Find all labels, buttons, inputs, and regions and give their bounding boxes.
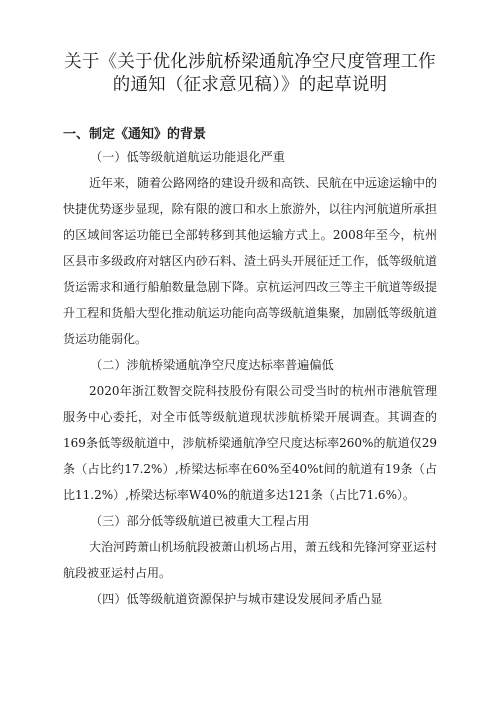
document-title: [63, 0, 437, 97]
subsection-1-paragraph: 近年来，随着公路网络的建设升级和高铁、民航在中远途运输中的快捷优势逐步显现，除有限的渡口和水上旅游外，以往内河航道所承担的区域间客运功能已全部转移到其他运输方式上。2008年至今，杭州区县市多级政府对辖区内砂石料、渣土码头开展征迁工作，低等级航道货运需求和通行船舶数量急剧下降。京杭运河四改三等主干航道等级提升工程和货船大型化推动航运功能向高等级航道集聚，加剧低等级航道货运功能弱化。: [63, 176, 438, 346]
subsection-1-heading: （一）低等级航道航运功能退化严重: [90, 150, 285, 164]
title-line-1: 关于《关于优化涉航桥梁通航净空尺度管理工作: [64, 52, 436, 72]
subsection-3-paragraph: 大治河跨萧山机场航段被萧山机场占用，萧五线和先锋河穿亚运村航段被亚运村占用。: [63, 540, 438, 580]
subsection-4-heading: （四）低等级航道资源保护与城市建设发展间矛盾凸显: [90, 592, 383, 606]
section-1-heading: 一、制定《通知》的背景: [63, 127, 207, 142]
title-line-2: 的通知（征求意见稿）》的起草说明: [112, 75, 388, 95]
subsection-2-heading: （二）涉航桥梁通航净空尺度达标率普遍偏低: [90, 358, 334, 372]
subsection-3-heading: （三）部分低等级航道已被重大工程占用: [90, 514, 310, 528]
subsection-2-paragraph: 2020年浙江数智交院科技股份有限公司受当时的杭州市港航管理服务中心委托，对全市低等级航道现状涉航桥梁开展调查。其调查的169条低等级航道中，涉航桥梁通航净空尺度达标率260%的航道仅29条（占比约17.2%）,桥梁达标率在60%至40%t间的航道有19条（占比11.2%）,桥梁达标率W40%的航道多达121条（占比71.6%）。: [63, 384, 437, 502]
